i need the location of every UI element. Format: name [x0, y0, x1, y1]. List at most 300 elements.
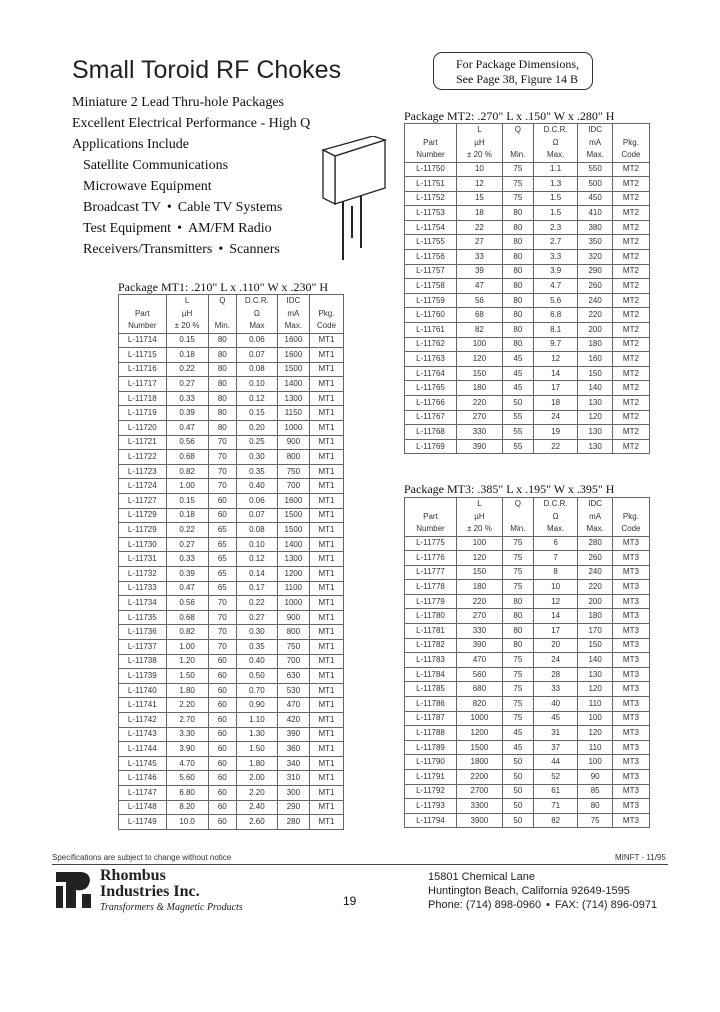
- table-cell: 80: [208, 348, 236, 363]
- table-row: [119, 712, 344, 727]
- table-header-row: [405, 523, 650, 536]
- table-cell: MT1: [309, 464, 343, 479]
- table-cell: L-11779: [405, 594, 457, 609]
- table-row: [405, 653, 650, 668]
- table-cell: L-11768: [405, 425, 457, 440]
- table-cell: 70: [208, 639, 236, 654]
- table-row: [405, 323, 650, 338]
- table-cell: 5.6: [533, 293, 578, 308]
- table-cell: L-11743: [119, 727, 167, 742]
- mt2-package-label: Package MT2: .270" L x .150" W x .280" H: [404, 109, 615, 123]
- table-cell: 6.8: [533, 308, 578, 323]
- header-cell: Max.: [277, 320, 309, 333]
- table-cell: 65: [208, 537, 236, 552]
- table-cell: 60: [208, 756, 236, 771]
- header-cell: ± 20 %: [456, 523, 502, 536]
- application-cable: Cable TV Systems: [177, 200, 283, 215]
- table-cell: L-11714: [119, 333, 167, 348]
- table-row: [405, 624, 650, 639]
- table-cell: 60: [208, 771, 236, 786]
- page-number: 19: [343, 894, 357, 908]
- table-row: [119, 669, 344, 684]
- table-cell: MT3: [612, 594, 649, 609]
- table-cell: 0.40: [236, 654, 277, 669]
- header-cell: Code: [612, 523, 649, 536]
- table-cell: 0.47: [166, 421, 208, 436]
- header-cell: IDC: [578, 498, 612, 511]
- table-cell: 60: [208, 815, 236, 830]
- table-row: [405, 726, 650, 741]
- table-cell: L-11791: [405, 770, 457, 785]
- table-cell: L-11734: [119, 596, 167, 611]
- table-cell: 2.00: [236, 771, 277, 786]
- header-cell: ± 20 %: [456, 149, 502, 162]
- table-cell: L-11717: [119, 377, 167, 392]
- table-cell: L-11752: [405, 191, 457, 206]
- header-cell: Code: [309, 320, 343, 333]
- table-cell: 1.50: [166, 669, 208, 684]
- table-cell: 270: [456, 410, 502, 425]
- table-cell: MT1: [309, 756, 343, 771]
- table-cell: 0.15: [166, 333, 208, 348]
- table-cell: L-11739: [119, 669, 167, 684]
- table-cell: 0.27: [166, 537, 208, 552]
- table-cell: 3300: [456, 799, 502, 814]
- table-cell: 0.35: [236, 464, 277, 479]
- table-cell: 6: [533, 536, 578, 551]
- table-cell: MT1: [309, 815, 343, 830]
- table-cell: 60: [208, 800, 236, 815]
- table-cell: 390: [456, 439, 502, 454]
- table-cell: 0.70: [236, 683, 277, 698]
- table-cell: 60: [208, 494, 236, 509]
- table-cell: 0.56: [166, 435, 208, 450]
- table-cell: 70: [208, 435, 236, 450]
- table-cell: MT3: [612, 609, 649, 624]
- table-cell: L-11780: [405, 609, 457, 624]
- table-cell: L-11764: [405, 366, 457, 381]
- table-cell: 350: [578, 235, 612, 250]
- table-cell: 0.15: [166, 494, 208, 509]
- table-cell: 80: [502, 594, 533, 609]
- table-cell: MT1: [309, 800, 343, 815]
- table-cell: 0.50: [236, 669, 277, 684]
- table-cell: 70: [208, 610, 236, 625]
- table-cell: 390: [456, 638, 502, 653]
- table-cell: 22: [456, 220, 502, 235]
- table-cell: 290: [578, 264, 612, 279]
- header-cell: Ω: [533, 511, 578, 524]
- table-cell: L-11727: [119, 494, 167, 509]
- table-cell: L-11744: [119, 742, 167, 757]
- table-cell: 1.80: [166, 683, 208, 698]
- table-cell: MT1: [309, 698, 343, 713]
- table-cell: 61: [533, 784, 578, 799]
- table-cell: MT1: [309, 785, 343, 800]
- table-cell: 1500: [277, 523, 309, 538]
- header-cell: L: [166, 295, 208, 308]
- table-row: [119, 508, 344, 523]
- table-row: [119, 771, 344, 786]
- table-row: [119, 785, 344, 800]
- application-item: [72, 239, 310, 260]
- table-cell: 65: [208, 567, 236, 582]
- table-cell: 800: [277, 625, 309, 640]
- table-row: [405, 279, 650, 294]
- table-header-row: [405, 137, 650, 150]
- table-cell: 4.70: [166, 756, 208, 771]
- table-cell: L-11718: [119, 391, 167, 406]
- table-cell: 1300: [277, 552, 309, 567]
- table-cell: 75: [502, 177, 533, 192]
- table-cell: 1300: [277, 391, 309, 406]
- table-row: [405, 580, 650, 595]
- table-cell: 44: [533, 755, 578, 770]
- specification-disclaimer: Specifications are subject to change without notice: [52, 853, 232, 862]
- header-cell: Max.: [578, 523, 612, 536]
- table-cell: 82: [456, 323, 502, 338]
- table-cell: L-11736: [119, 625, 167, 640]
- table-cell: 70: [208, 596, 236, 611]
- table-cell: L-11786: [405, 697, 457, 712]
- table-cell: 52: [533, 770, 578, 785]
- table-cell: MT1: [309, 552, 343, 567]
- table-cell: 420: [277, 712, 309, 727]
- table-cell: 0.22: [166, 362, 208, 377]
- table-cell: MT1: [309, 567, 343, 582]
- header-cell: Ω: [236, 308, 277, 321]
- table-row: [405, 439, 650, 454]
- table-cell: 200: [578, 323, 612, 338]
- table-cell: 8.1: [533, 323, 578, 338]
- table-cell: MT3: [612, 638, 649, 653]
- address-street: 15801 Chemical Lane: [428, 871, 536, 883]
- table-row: [119, 435, 344, 450]
- table-cell: L-11793: [405, 799, 457, 814]
- table-cell: 130: [578, 425, 612, 440]
- table-cell: MT2: [612, 279, 649, 294]
- table-row: [119, 464, 344, 479]
- table-row: [405, 638, 650, 653]
- table-cell: L-11729: [119, 523, 167, 538]
- table-row: [405, 177, 650, 192]
- table-cell: MT3: [612, 740, 649, 755]
- table-cell: 80: [502, 206, 533, 221]
- table-cell: 130: [578, 439, 612, 454]
- table-cell: 45: [502, 726, 533, 741]
- table-cell: 60: [208, 669, 236, 684]
- table-cell: 80: [502, 264, 533, 279]
- table-cell: 22: [533, 439, 578, 454]
- table-cell: 2700: [456, 784, 502, 799]
- header-cell: mA: [578, 511, 612, 524]
- table-cell: 1150: [277, 406, 309, 421]
- table-row: [405, 711, 650, 726]
- table-row: [119, 596, 344, 611]
- table-cell: 31: [533, 726, 578, 741]
- table-cell: 1.3: [533, 177, 578, 192]
- table-cell: MT1: [309, 377, 343, 392]
- table-cell: 0.35: [236, 639, 277, 654]
- table-cell: 50: [502, 755, 533, 770]
- table-cell: 7: [533, 551, 578, 566]
- table-cell: 18: [456, 206, 502, 221]
- table-cell: MT1: [309, 727, 343, 742]
- table-cell: L-11724: [119, 479, 167, 494]
- table-cell: 3.3: [533, 250, 578, 265]
- table-row: [119, 610, 344, 625]
- package-dimensions-note: [433, 52, 593, 90]
- table-cell: 1600: [277, 348, 309, 363]
- table-cell: 0.47: [166, 581, 208, 596]
- toroid-package-illustration: [305, 136, 415, 266]
- table-cell: L-11737: [119, 639, 167, 654]
- table-cell: 28: [533, 667, 578, 682]
- table-cell: L-11722: [119, 450, 167, 465]
- table-header-row: [119, 308, 344, 321]
- table-cell: 45: [533, 711, 578, 726]
- table-cell: MT2: [612, 162, 649, 177]
- mt1-spec-table: [118, 294, 344, 830]
- table-cell: 70: [208, 625, 236, 640]
- table-row: [405, 250, 650, 265]
- table-cell: 33: [456, 250, 502, 265]
- table-cell: MT3: [612, 667, 649, 682]
- table-cell: 50: [502, 813, 533, 828]
- table-cell: 1100: [277, 581, 309, 596]
- table-cell: 140: [578, 381, 612, 396]
- table-row: [119, 815, 344, 830]
- header-cell: Number: [405, 523, 457, 536]
- application-item: [72, 197, 310, 218]
- table-cell: 320: [578, 250, 612, 265]
- table-cell: 2.20: [236, 785, 277, 800]
- table-cell: MT3: [612, 536, 649, 551]
- ref-line-2: See Page 38, Figure 14 B: [456, 72, 578, 86]
- table-cell: L-11740: [119, 683, 167, 698]
- table-cell: L-11715: [119, 348, 167, 363]
- table-row: [119, 625, 344, 640]
- table-cell: 120: [456, 352, 502, 367]
- table-cell: L-11787: [405, 711, 457, 726]
- table-cell: MT1: [309, 771, 343, 786]
- table-cell: 80: [208, 333, 236, 348]
- header-cell: Number: [405, 149, 457, 162]
- table-row: [405, 565, 650, 580]
- table-cell: MT2: [612, 293, 649, 308]
- table-cell: 750: [277, 464, 309, 479]
- table-cell: MT3: [612, 551, 649, 566]
- table-cell: 75: [502, 551, 533, 566]
- table-cell: 0.39: [166, 406, 208, 421]
- table-cell: 39: [456, 264, 502, 279]
- table-cell: 80: [578, 799, 612, 814]
- page-title: Small Toroid RF Chokes: [72, 56, 342, 84]
- table-cell: 330: [456, 425, 502, 440]
- table-row: [405, 381, 650, 396]
- table-cell: 70: [208, 450, 236, 465]
- table-cell: MT1: [309, 683, 343, 698]
- table-cell: L-11721: [119, 435, 167, 450]
- table-cell: 340: [277, 756, 309, 771]
- table-cell: MT3: [612, 697, 649, 712]
- table-cell: 180: [456, 381, 502, 396]
- table-row: [405, 609, 650, 624]
- header-cell: Q: [502, 498, 533, 511]
- company-name: [100, 868, 200, 900]
- table-cell: 37: [533, 740, 578, 755]
- feature-item: Applications Include: [72, 137, 190, 152]
- bullet-icon: •: [546, 899, 551, 911]
- table-cell: L-11765: [405, 381, 457, 396]
- table-cell: 0.33: [166, 391, 208, 406]
- table-cell: 300: [277, 785, 309, 800]
- table-cell: 12: [533, 352, 578, 367]
- table-cell: 75: [502, 711, 533, 726]
- table-row: [405, 697, 650, 712]
- header-cell: Ω: [533, 137, 578, 150]
- table-cell: 17: [533, 381, 578, 396]
- table-cell: 45: [502, 352, 533, 367]
- table-cell: 750: [277, 639, 309, 654]
- table-cell: L-11754: [405, 220, 457, 235]
- table-cell: 55: [502, 425, 533, 440]
- table-cell: L-11762: [405, 337, 457, 352]
- table-row: [405, 264, 650, 279]
- table-cell: 120: [578, 410, 612, 425]
- table-cell: MT3: [612, 653, 649, 668]
- header-cell: mA: [277, 308, 309, 321]
- table-cell: 19: [533, 425, 578, 440]
- header-cell: D.C.R.: [236, 295, 277, 308]
- header-cell: IDC: [277, 295, 309, 308]
- table-cell: MT2: [612, 337, 649, 352]
- table-cell: 80: [502, 337, 533, 352]
- table-header-row: [119, 320, 344, 333]
- table-cell: L-11745: [119, 756, 167, 771]
- table-cell: 6.80: [166, 785, 208, 800]
- table-cell: 150: [578, 366, 612, 381]
- table-cell: L-11763: [405, 352, 457, 367]
- table-cell: 60: [208, 785, 236, 800]
- table-cell: MT2: [612, 308, 649, 323]
- table-cell: L-11733: [119, 581, 167, 596]
- table-cell: 56: [456, 293, 502, 308]
- table-cell: 150: [456, 366, 502, 381]
- table-cell: 410: [578, 206, 612, 221]
- table-cell: 65: [208, 552, 236, 567]
- document-code: MINFT - 11/95: [615, 853, 666, 862]
- table-cell: 60: [208, 654, 236, 669]
- header-cell: Number: [119, 320, 167, 333]
- table-cell: 80: [502, 220, 533, 235]
- table-header-row: [405, 511, 650, 524]
- table-cell: L-11778: [405, 580, 457, 595]
- table-cell: L-11746: [119, 771, 167, 786]
- table-row: [405, 425, 650, 440]
- header-cell: [612, 498, 649, 511]
- table-cell: 1000: [277, 596, 309, 611]
- table-cell: MT3: [612, 624, 649, 639]
- header-cell: Part: [405, 137, 457, 150]
- header-cell: Min.: [502, 523, 533, 536]
- table-cell: L-11788: [405, 726, 457, 741]
- table-cell: 50: [502, 770, 533, 785]
- table-cell: 45: [502, 740, 533, 755]
- table-cell: L-11777: [405, 565, 457, 580]
- feature-item: Excellent Electrical Performance - High Q: [72, 116, 311, 131]
- table-cell: 1.1: [533, 162, 578, 177]
- table-cell: 75: [502, 653, 533, 668]
- header-cell: µH: [456, 137, 502, 150]
- application-item: Microwave Equipment: [83, 179, 212, 194]
- company-line-1: Rhombus: [100, 867, 166, 884]
- header-cell: IDC: [578, 124, 612, 137]
- table-cell: 1.00: [166, 639, 208, 654]
- table-cell: 0.22: [236, 596, 277, 611]
- table-row: [119, 391, 344, 406]
- table-cell: 180: [578, 337, 612, 352]
- application-test: Test Equipment: [83, 221, 172, 236]
- table-cell: 450: [578, 191, 612, 206]
- application-receivers: Receivers/Transmitters: [83, 242, 213, 257]
- header-cell: D.C.R.: [533, 124, 578, 137]
- header-cell: ± 20 %: [166, 320, 208, 333]
- table-cell: 80: [502, 279, 533, 294]
- table-cell: 0.22: [166, 523, 208, 538]
- table-cell: MT2: [612, 425, 649, 440]
- table-row: [119, 377, 344, 392]
- table-row: [405, 220, 650, 235]
- table-row: [119, 537, 344, 552]
- table-cell: 0.20: [236, 421, 277, 436]
- table-cell: 2.7: [533, 235, 578, 250]
- bullet-icon: •: [218, 242, 224, 257]
- table-cell: 2.3: [533, 220, 578, 235]
- table-cell: 14: [533, 366, 578, 381]
- table-cell: L-11720: [119, 421, 167, 436]
- table-cell: 0.06: [236, 333, 277, 348]
- table-row: [405, 206, 650, 221]
- table-cell: MT1: [309, 596, 343, 611]
- table-cell: L-11749: [119, 815, 167, 830]
- table-cell: L-11775: [405, 536, 457, 551]
- table-cell: MT3: [612, 770, 649, 785]
- bullet-icon: •: [177, 221, 182, 236]
- table-cell: 120: [456, 551, 502, 566]
- table-cell: MT2: [612, 250, 649, 265]
- table-cell: 24: [533, 410, 578, 425]
- mt3-spec-table: [404, 497, 650, 828]
- mt2-spec-table: [404, 123, 650, 454]
- table-cell: MT2: [612, 191, 649, 206]
- table-cell: 1600: [277, 333, 309, 348]
- table-row: [119, 683, 344, 698]
- table-cell: MT1: [309, 523, 343, 538]
- table-cell: 820: [456, 697, 502, 712]
- table-cell: 75: [502, 697, 533, 712]
- table-cell: L-11723: [119, 464, 167, 479]
- table-row: [405, 410, 650, 425]
- table-cell: 1000: [277, 421, 309, 436]
- table-cell: L-11748: [119, 800, 167, 815]
- table-cell: L-11792: [405, 784, 457, 799]
- table-cell: 200: [578, 594, 612, 609]
- table-cell: 900: [277, 610, 309, 625]
- table-cell: 2.40: [236, 800, 277, 815]
- table-row: [119, 639, 344, 654]
- table-cell: 0.17: [236, 581, 277, 596]
